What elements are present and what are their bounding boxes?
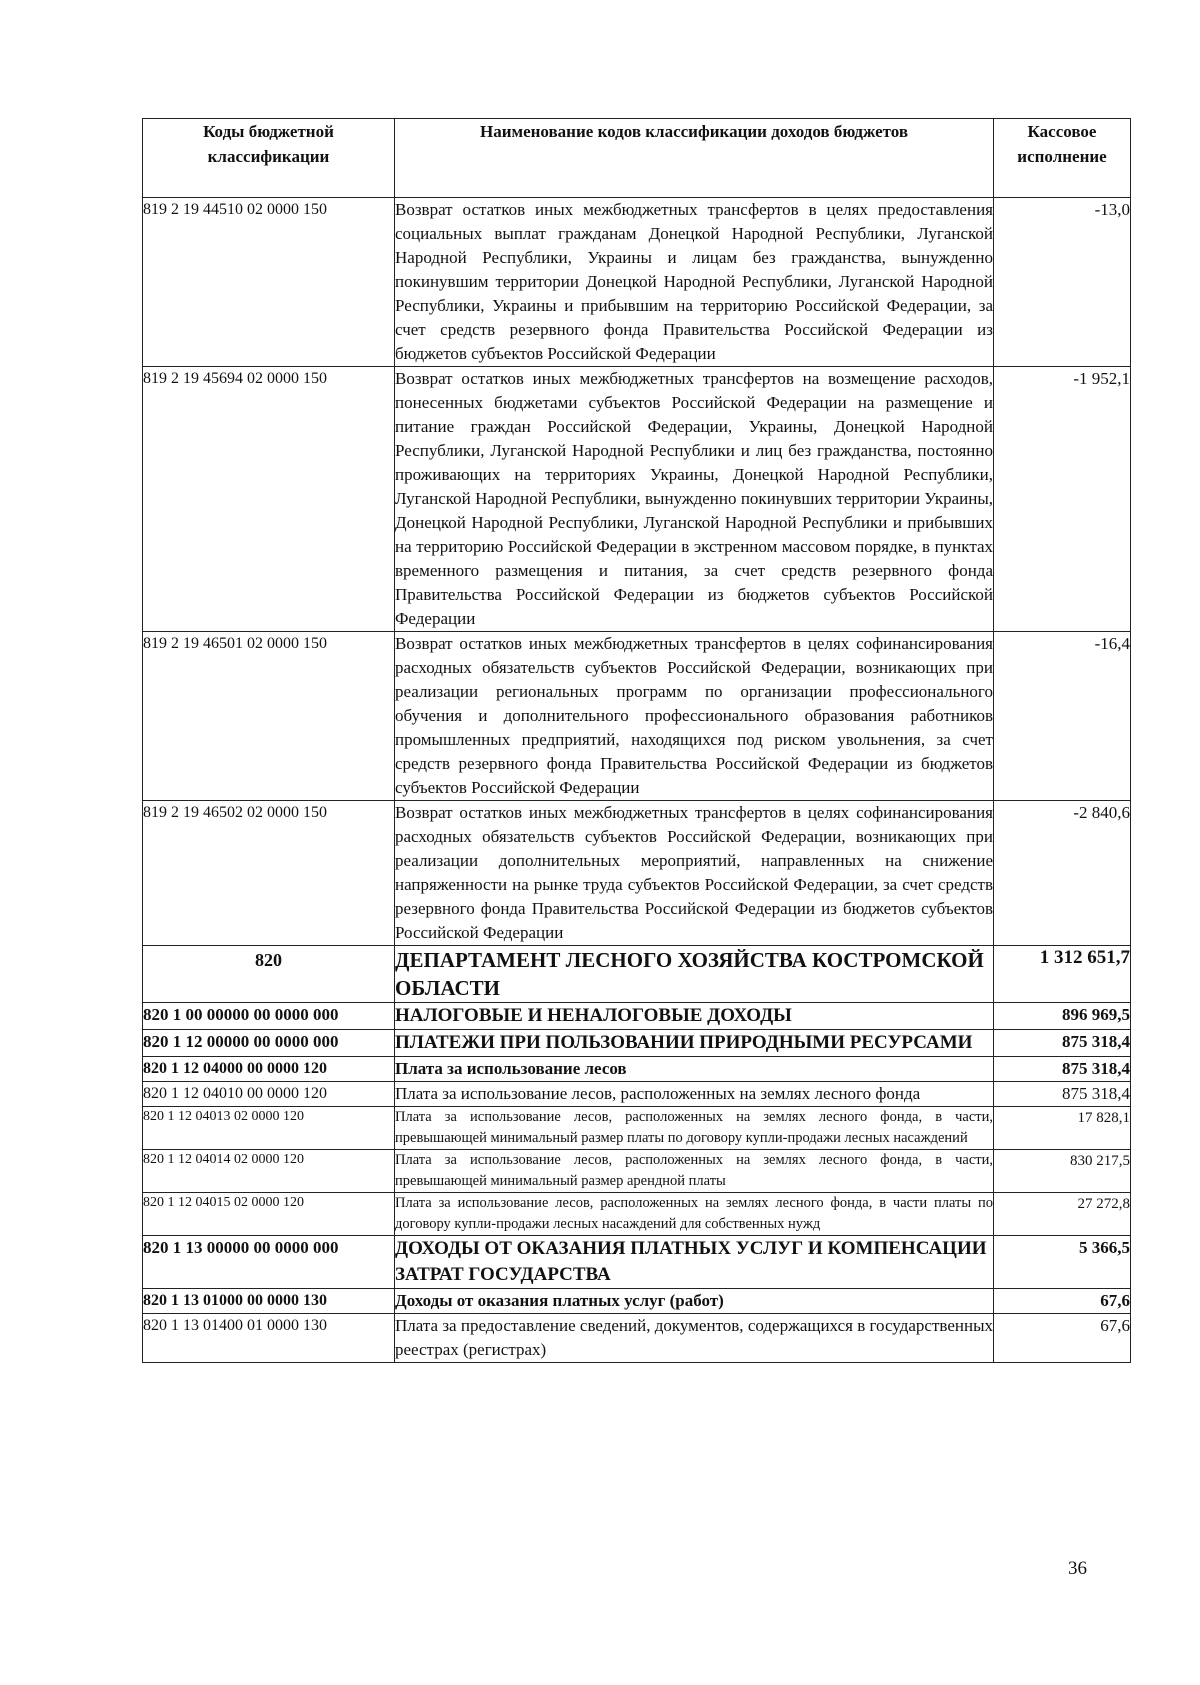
- amount-cell: 67,6: [994, 1314, 1131, 1363]
- table-row: [143, 1057, 1131, 1082]
- table-row: [143, 1082, 1131, 1107]
- table-row: [143, 1003, 1131, 1030]
- header-name: Наименование кодов классификации доходов бюджетов: [395, 119, 994, 198]
- budget-code-cell: 820 1 13 00000 00 0000 000: [143, 1236, 395, 1289]
- table-row: [143, 198, 1131, 367]
- amount-cell: 875 318,4: [994, 1030, 1131, 1057]
- item-name-cell: Плата за использование лесов, расположенных на землях лесного фонда, в части, превышающей минимальный размер арендной платы: [395, 1150, 994, 1193]
- budget-code-cell: 820 1 12 04014 02 0000 120: [143, 1150, 395, 1193]
- budget-code-cell: 820 1 12 00000 00 0000 000: [143, 1030, 395, 1057]
- budget-code-cell: 819 2 19 46502 02 0000 150: [143, 801, 395, 946]
- budget-code-cell: 820 1 12 04015 02 0000 120: [143, 1193, 395, 1236]
- amount-cell: 67,6: [994, 1289, 1131, 1314]
- amount-cell: -2 840,6: [994, 801, 1131, 946]
- table-row: [143, 1150, 1131, 1193]
- budget-code-cell: 820 1 12 04000 00 0000 120: [143, 1057, 395, 1082]
- item-name-cell: Возврат остатков иных межбюджетных трансфертов в целях софинансирования расходных обязательств субъектов Российской Федерации, возникающих при реализации дополнительных мероприятий, направленных на снижение напряженности на рынке труда субъектов Российской Федерации, за счет средств резервного фонда Правительства Российской Федерации из бюджетов субъектов Российской Федерации: [395, 801, 994, 946]
- item-name-cell: Возврат остатков иных межбюджетных трансфертов на возмещение расходов, понесенных бюджетами субъектов Российской Федерации на размещение и питание граждан Российской Федерации, Украины, Донецкой Народной Республики, Луганской Народной Республики и лиц без гражданства, постоянно проживающих на территориях Украины, Донецкой Народной Республики, Луганской Народной Республики, вынужденно покинувших территории Украины, Донецкой Народной Республики, Луганской Народной Республики и прибывших на территорию Российской Федерации в экстренном массовом порядке, в пунктах временного размещения и питания, за счет средств резервного фонда Правительства Российской Федерации из бюджетов субъектов Российской Федерации: [395, 367, 994, 632]
- revenue-table: [142, 118, 1131, 1363]
- budget-code-cell: 819 2 19 44510 02 0000 150: [143, 198, 395, 367]
- item-name-cell: Плата за использование лесов, расположенных на землях лесного фонда, в части, превышающей минимальный размер платы по договору купли-продажи лесных насаждений: [395, 1107, 994, 1150]
- amount-cell: 875 318,4: [994, 1082, 1131, 1107]
- table-body: [143, 198, 1131, 1363]
- amount-cell: -13,0: [994, 198, 1131, 367]
- amount-cell: 5 366,5: [994, 1236, 1131, 1289]
- table-row: [143, 1107, 1131, 1150]
- item-name-cell: НАЛОГОВЫЕ И НЕНАЛОГОВЫЕ ДОХОДЫ: [395, 1003, 994, 1030]
- budget-code-cell: 820 1 13 01000 00 0000 130: [143, 1289, 395, 1314]
- budget-code-cell: 820 1 00 00000 00 0000 000: [143, 1003, 395, 1030]
- amount-cell: 830 217,5: [994, 1150, 1131, 1193]
- item-name-cell: Возврат остатков иных межбюджетных трансфертов в целях софинансирования расходных обязательств субъектов Российской Федерации, возникающих при реализации региональных программ по организации профессионального обучения и дополнительного профессионального образования работников промышленных предприятий, находящихся под риском увольнения, за счет средств резервного фонда Правительства Российской Федерации из бюджетов субъектов Российской Федерации: [395, 632, 994, 801]
- budget-code-cell: 820 1 12 04010 00 0000 120: [143, 1082, 395, 1107]
- amount-cell: 1 312 651,7: [994, 946, 1131, 1003]
- amount-cell: 27 272,8: [994, 1193, 1131, 1236]
- table-row: [143, 1314, 1131, 1363]
- table-row: [143, 1030, 1131, 1057]
- item-name-cell: Плата за использование лесов: [395, 1057, 994, 1082]
- amount-cell: 896 969,5: [994, 1003, 1131, 1030]
- item-name-cell: ПЛАТЕЖИ ПРИ ПОЛЬЗОВАНИИ ПРИРОДНЫМИ РЕСУРСАМИ: [395, 1030, 994, 1057]
- item-name-cell: Доходы от оказания платных услуг (работ): [395, 1289, 994, 1314]
- table-row: [143, 801, 1131, 946]
- budget-code-cell: 820 1 13 01400 01 0000 130: [143, 1314, 395, 1363]
- budget-code-cell: 820: [143, 946, 395, 1003]
- budget-code-cell: 819 2 19 46501 02 0000 150: [143, 632, 395, 801]
- header-codes: Коды бюджетной классификации: [143, 119, 395, 198]
- item-name-cell: ДОХОДЫ ОТ ОКАЗАНИЯ ПЛАТНЫХ УСЛУГ И КОМПЕНСАЦИИ ЗАТРАТ ГОСУДАРСТВА: [395, 1236, 994, 1289]
- amount-cell: -16,4: [994, 632, 1131, 801]
- header-value: Кассовое исполнение: [994, 119, 1131, 198]
- budget-code-cell: 819 2 19 45694 02 0000 150: [143, 367, 395, 632]
- amount-cell: 17 828,1: [994, 1107, 1131, 1150]
- budget-code-cell: 820 1 12 04013 02 0000 120: [143, 1107, 395, 1150]
- table-row: [143, 946, 1131, 1003]
- item-name-cell: Плата за использование лесов, расположенных на землях лесного фонда, в части платы по договору купли-продажи лесных насаждений для собственных нужд: [395, 1193, 994, 1236]
- page-number: 36: [1068, 1558, 1087, 1579]
- table-header-row: [143, 119, 1131, 198]
- table-row: [143, 1236, 1131, 1289]
- amount-cell: 875 318,4: [994, 1057, 1131, 1082]
- table-row: [143, 1193, 1131, 1236]
- amount-cell: -1 952,1: [994, 367, 1131, 632]
- item-name-cell: Возврат остатков иных межбюджетных трансфертов в целях предоставления социальных выплат гражданам Донецкой Народной Республики, Луганской Народной Республики, Украины и лицам без гражданства, вынужденно покинувшим территории Донецкой Народной Республики, Луганской Народной Республики, Украины и прибывшим на территорию Российской Федерации, за счет средств резервного фонда Правительства Российской Федерации из бюджетов субъектов Российской Федерации: [395, 198, 994, 367]
- item-name-cell: Плата за предоставление сведений, документов, содержащихся в государственных реестрах (регистрах): [395, 1314, 994, 1363]
- table-row: [143, 632, 1131, 801]
- table-row: [143, 367, 1131, 632]
- item-name-cell: Плата за использование лесов, расположенных на землях лесного фонда: [395, 1082, 994, 1107]
- table-row: [143, 1289, 1131, 1314]
- item-name-cell: ДЕПАРТАМЕНТ ЛЕСНОГО ХОЗЯЙСТВА КОСТРОМСКОЙ ОБЛАСТИ: [395, 946, 994, 1003]
